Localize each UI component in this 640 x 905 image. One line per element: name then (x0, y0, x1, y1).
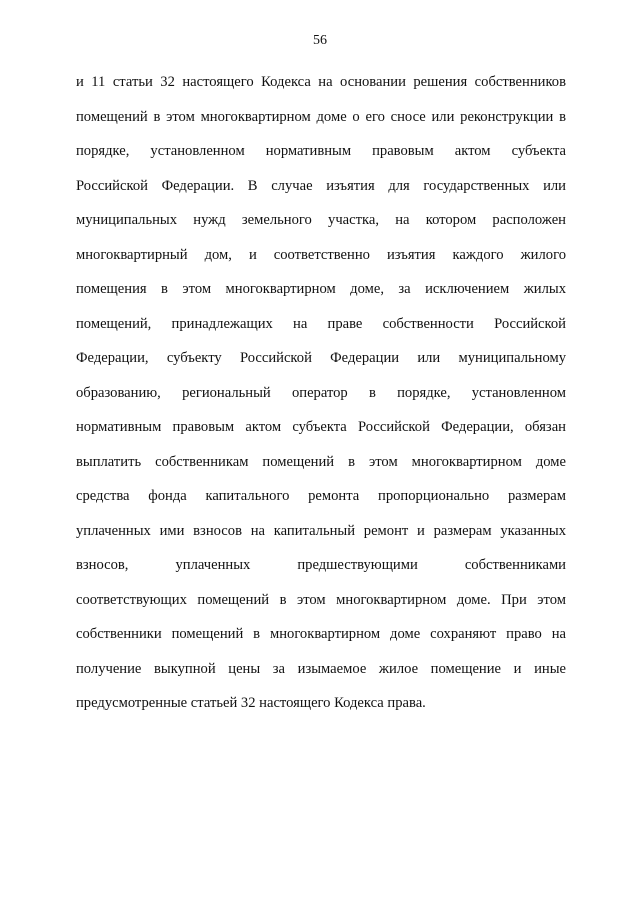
text-line-15: взносов, уплаченных предшествующими собственниками (76, 557, 566, 573)
text-line-13: средства фонда капитального ремонта пропорционально размерам (76, 488, 566, 504)
text-line-17: собственники помещений в многоквартирном доме сохраняют право на (76, 626, 566, 642)
text-line-16: соответствующих помещений в этом многоквартирном доме. При этом (76, 591, 566, 608)
text-line-10: образованию, региональный оператор в порядке, установленном (76, 384, 566, 401)
text-line-6: многоквартирный дом, и соответственно изъятия каждого жилого (76, 246, 566, 263)
text-line-18: получение выкупной цены за изымаемое жилое помещение и иные (76, 660, 566, 677)
body-paragraph (76, 73, 566, 729)
text-line-9: Федерации, субъекту Российской Федерации или муниципальному (76, 350, 566, 366)
text-line-19: предусмотренные статьей 32 настоящего Кодекса права. (76, 695, 426, 711)
text-line-11: нормативным правовым актом субъекта Российской Федерации, обязан (76, 419, 566, 435)
text-line-7: помещения в этом многоквартирном доме, за исключением жилых (76, 281, 566, 297)
text-line-14: уплаченных ими взносов на капитальный ремонт и размерам указанных (76, 522, 566, 539)
text-line-3: порядке, установленном нормативным правовым актом субъекта (76, 143, 566, 159)
text-line-12: выплатить собственникам помещений в этом многоквартирном доме (76, 453, 566, 470)
text-line-8: помещений, принадлежащих на праве собственности Российской (76, 315, 566, 332)
text-line-5: муниципальных нужд земельного участка, на котором расположен (76, 212, 566, 228)
text-line-2: помещений в этом многоквартирном доме о его сносе или реконструкции в (76, 108, 566, 125)
text-line-4: Российской Федерации. В случае изъятия для государственных или (76, 177, 566, 194)
text-line-1: и 11 статьи 32 настоящего Кодекса на основании решения собственников (76, 74, 566, 90)
page-number: 56 (313, 33, 327, 48)
